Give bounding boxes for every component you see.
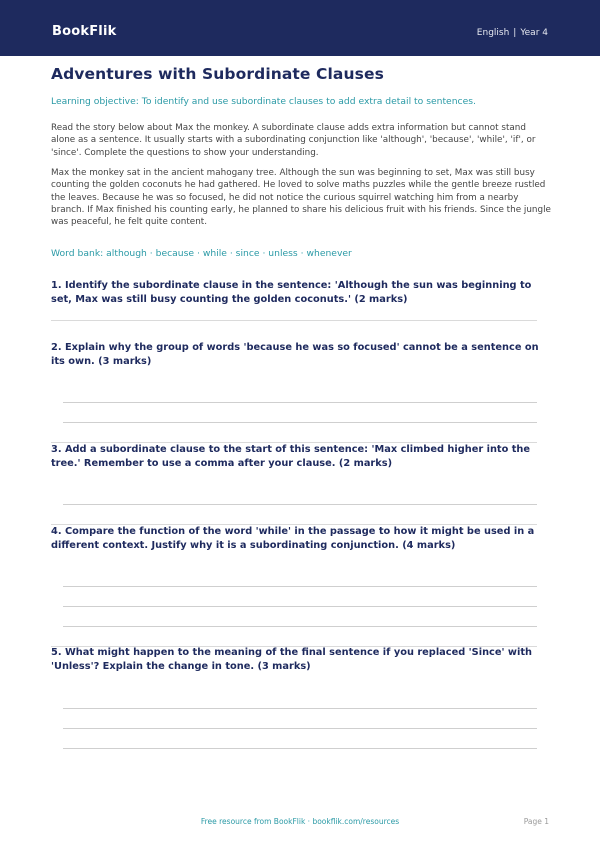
word-bank: Word bank: although · because · while · since · unless · whenever [51,248,352,259]
year-label: Year 4 [520,28,548,38]
brand-logo[interactable]: BookFlik [52,24,117,39]
meta-separator: | [513,28,517,38]
footer-credit[interactable]: Free resource from BookFlik · bookflik.com/resources [200,817,400,826]
answer-line[interactable] [63,748,537,749]
answer-line[interactable] [63,402,537,403]
story-paragraph: Max the monkey sat in the ancient mahogany tree. Although the sun was beginning to set, Max was still busy counting the golden coconuts he had gathered. He loved to solve maths puzzles while the gentle breeze rustled the leaves. Because he was so focused, he did not notice the curious squirrel watching him from a nearby branch. If Max finished his counting early, he planned to share his delicious fruit with his friends. Since the jungle was peaceful, he felt quite content. [51,168,551,228]
question-4: 4. Compare the function of the word 'while' in the passage to how it might be used in a different context. Justify why it is a subordinating conjunction. (4 marks) [51,526,535,551]
answer-line[interactable] [63,586,537,587]
answer-line[interactable] [63,504,537,505]
subject-label: English [476,28,510,38]
intro-paragraph: Read the story below about Max the monkey. A subordinate clause adds extra information but cannot stand alone as a sentence. It usually starts with a subordinating conjunction like 'although', 'because', 'while', 'if', or 'since'. Complete the questions to show your understanding. [51,123,536,158]
answer-line[interactable] [51,320,537,321]
page-header [0,0,600,56]
answer-line[interactable] [63,626,537,627]
question-3: 3. Add a subordinate clause to the start of this sentence: 'Max climbed higher into the tree.' Remember to use a comma after your clause. (2 marks) [51,444,531,469]
question-2: 2. Explain why the group of words 'because he was so focused' cannot be a sentence on its own. (3 marks) [51,342,539,367]
answer-line[interactable] [63,728,537,729]
answer-line[interactable] [63,422,537,423]
worksheet-title: Adventures with Subordinate Clauses [51,65,384,83]
answer-line[interactable] [63,708,537,709]
question-5: 5. What might happen to the meaning of the final sentence if you replaced 'Since' with 'Unless'? Explain the change in tone. (3 marks) [51,647,532,672]
header-meta [477,28,548,38]
question-1: 1. Identify the subordinate clause in the sentence: 'Although the sun was beginning to set, Max was still busy counting the golden coconuts.' (2 marks) [51,280,532,305]
learning-objective: Learning objective: To identify and use subordinate clauses to add extra detail to sentences. [51,96,476,107]
page-number: Page 1 [523,817,549,826]
answer-line[interactable] [63,606,537,607]
